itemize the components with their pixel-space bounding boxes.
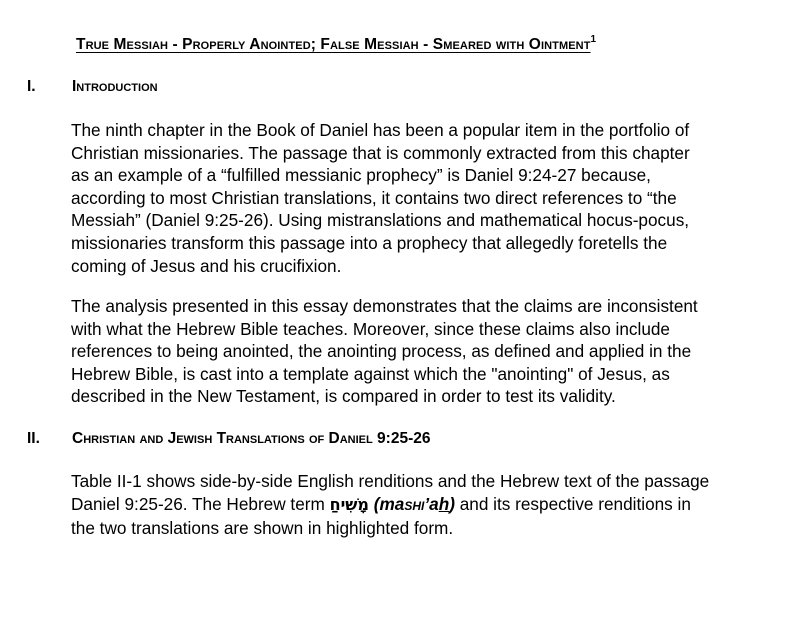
paragraph-line (71, 493, 791, 518)
paragraph-line: described in the New Testament, is compared in order to test its validity. (71, 386, 616, 407)
paragraph-line: coming of Jesus and his crucifixion. (71, 255, 342, 276)
section-number: II. (27, 430, 40, 447)
paragraph-line: Hebrew Bible, is cast into a template against which the "anointing" of Jesus, as (71, 363, 670, 384)
paragraph (71, 295, 791, 408)
text-run: and its respective renditions in (454, 493, 691, 514)
translit-part: ma (379, 493, 405, 514)
paren-close: ) (449, 493, 455, 514)
translit-part: ’a (424, 493, 439, 514)
hebrew-term: מָשִׁיחַ (329, 494, 369, 514)
paragraph-line: The ninth chapter in the Book of Daniel has been a popular item in the portfolio of (71, 120, 690, 140)
paragraph (71, 470, 791, 540)
section-number: I. (27, 78, 36, 95)
text-run: Daniel 9:25-26. The Hebrew term (71, 493, 330, 514)
paragraph-line: with what the Hebrew Bible teaches. Moreover, since these claims also include (71, 318, 670, 339)
paragraph-line: as an example of a “fulfilled messianic prophecy” is Daniel 9:24-27 because, (71, 165, 651, 186)
document-title-text: True Messiah - Properly Anointed; False Messiah - Smeared with Ointment (76, 36, 591, 53)
paragraph-line: according to most Christian translations, it contains two direct references to “the (71, 187, 677, 208)
paragraph-line: The analysis presented in this essay demonstrates that the claims are inconsistent (71, 296, 698, 316)
paren-open: ( (373, 493, 380, 514)
paragraph-line: Christian missionaries. The passage that is commonly extracted from this chapter (71, 142, 690, 163)
section-heading-translations (27, 430, 727, 450)
paragraph-line: Messiah” (Daniel 9:25-26). Using mistranslations and mathematical hocus-pocus, (71, 210, 690, 231)
paragraph-line: Table II-1 shows side-by-side English renditions and the Hebrew text of the passage (71, 471, 710, 491)
document-title (76, 34, 776, 54)
paragraph (71, 119, 791, 277)
section-heading-text: Introduction (72, 78, 158, 95)
section-heading-text: Christian and Jewish Translations of Daniel 9:25-26 (72, 430, 431, 447)
paragraph-line: missionaries transform this passage into a prophecy that allegedly foretells the (71, 232, 668, 253)
paragraph-line: the two translations are shown in highlighted form. (71, 518, 454, 539)
title-footnote-marker[interactable]: 1 (590, 34, 597, 45)
translit-part: SHI (404, 498, 425, 513)
translit-part: h (438, 493, 450, 514)
transliteration (374, 494, 455, 514)
paragraph-line: references to being anointed, the anointing process, as defined and applied in the (71, 341, 692, 362)
section-heading-introduction (27, 78, 427, 98)
